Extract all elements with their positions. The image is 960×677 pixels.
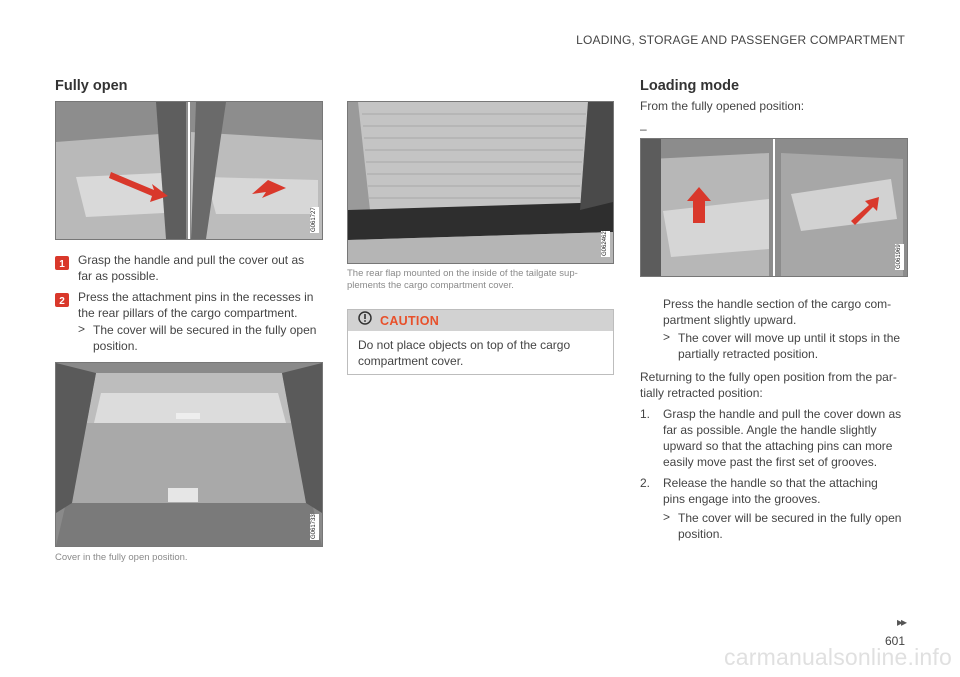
page-number: 601 <box>884 634 905 648</box>
step-2-result: The cover will be secured in the fully open position. <box>93 323 317 353</box>
result-partially-retracted: The cover will move up until it stops in the partially retracted position. <box>678 331 901 361</box>
photo-rear-flap <box>347 101 614 264</box>
press-handle-text: Press the handle section of the cargo com- partment slightly upward. <box>663 297 892 327</box>
step-1-badge-icon <box>55 256 69 270</box>
result-marker: > <box>663 510 671 524</box>
photo-cover-fully-open-drawing <box>56 363 322 546</box>
photo-cover-fully-open <box>55 362 323 547</box>
heading-loading-mode: Loading mode <box>640 78 740 94</box>
intro-text: From the fully opened position: <box>640 99 805 113</box>
list-item-2-text: Release the handle so that the attaching pins engage into the grooves. <box>663 476 878 506</box>
image-caption: The rear flap mounted on the inside of the tailgate sup- plements the cargo compartment cover. <box>347 268 578 291</box>
step-2-text: Press the attachment pins in the recesses in the rear pillars of the cargo compartment. <box>78 290 314 320</box>
photo-pull-cover <box>55 101 323 240</box>
result-marker: > <box>78 322 86 336</box>
heading-fully-open: Fully open <box>55 78 128 94</box>
list-item-1-text: Grasp the handle and pull the cover down as far as possible. Angle the handle slightly upward so that the attaching pins can more easily move past the first set of grooves. <box>663 407 902 469</box>
step-2-badge-icon <box>55 293 69 307</box>
image-code: G061733 <box>311 514 317 540</box>
step-1-number: 1 <box>59 259 65 270</box>
result-fully-open: The cover will be secured in the fully open position. <box>678 511 902 541</box>
exclamation-circle-icon <box>358 311 372 330</box>
dash-marker: – <box>640 122 647 136</box>
photo-loading-mode <box>640 138 908 277</box>
photo-divider <box>773 139 775 276</box>
watermark: carmanualsonline.info <box>724 644 952 670</box>
image-code: G061727 <box>311 207 317 233</box>
caution-title: CAUTION <box>380 313 440 328</box>
section-header: LOADING, STORAGE AND PASSENGER COMPARTMENT <box>576 33 905 47</box>
step-2-number: 2 <box>59 296 65 307</box>
step-1-text: Grasp the handle and pull the cover out as far as possible. <box>78 253 305 283</box>
caution-box <box>347 309 614 375</box>
caution-header <box>348 310 613 331</box>
caution-text: Do not place objects on top of the cargo compartment cover. <box>358 338 571 368</box>
image-caption: Cover in the fully open position. <box>55 552 188 563</box>
image-code: G061969 <box>896 244 902 270</box>
list-item-1-number: 1. <box>640 407 651 421</box>
return-intro: Returning to the fully open position from the par- tially retracted position: <box>640 370 897 400</box>
next-page-arrow-icon[interactable]: ▸▸ <box>896 615 905 629</box>
photo-rear-flap-drawing <box>348 102 613 263</box>
photo-divider <box>188 102 190 239</box>
result-marker: > <box>663 330 671 344</box>
list-item-2-number: 2. <box>640 476 651 490</box>
image-code: G062462 <box>602 231 608 257</box>
